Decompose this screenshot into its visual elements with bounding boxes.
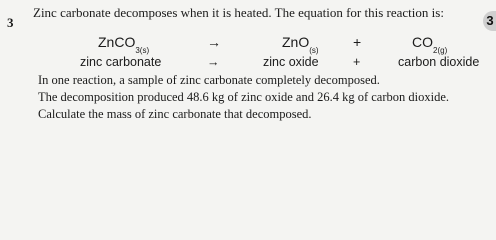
arrow-icon: → — [207, 34, 221, 50]
arrow-icon: → — [207, 55, 220, 69]
question-number: 3 — [7, 15, 14, 30]
question-line: Calculate the mass of zinc carbonate that decomposed. — [38, 107, 312, 121]
question-line: In one reaction, a sample of zinc carbonate completely decomposed. — [38, 73, 380, 87]
question-line: The decomposition produced 48.6 kg of zinc oxide and 26.4 kg of carbon dioxide. — [38, 90, 450, 104]
product2-formula: $CO_{2(g)}$ — [412, 34, 448, 55]
product1-formula: ZnO$_{(s)}$ — [282, 34, 319, 55]
reactant-name: zinc carbonate — [80, 55, 162, 69]
question-intro: Zinc carbonate decomposes when it is heated. The equation for this reaction is: — [33, 5, 444, 20]
reactant-formula: ZnCO$_{3(s)}$ — [98, 34, 150, 55]
product2-name: carbon dioxide — [398, 55, 480, 69]
plus-sign: + — [353, 34, 362, 50]
plus-sign: + — [353, 55, 361, 69]
product1-name: zinc oxide — [263, 55, 319, 69]
marks-badge: 3 — [483, 11, 496, 31]
